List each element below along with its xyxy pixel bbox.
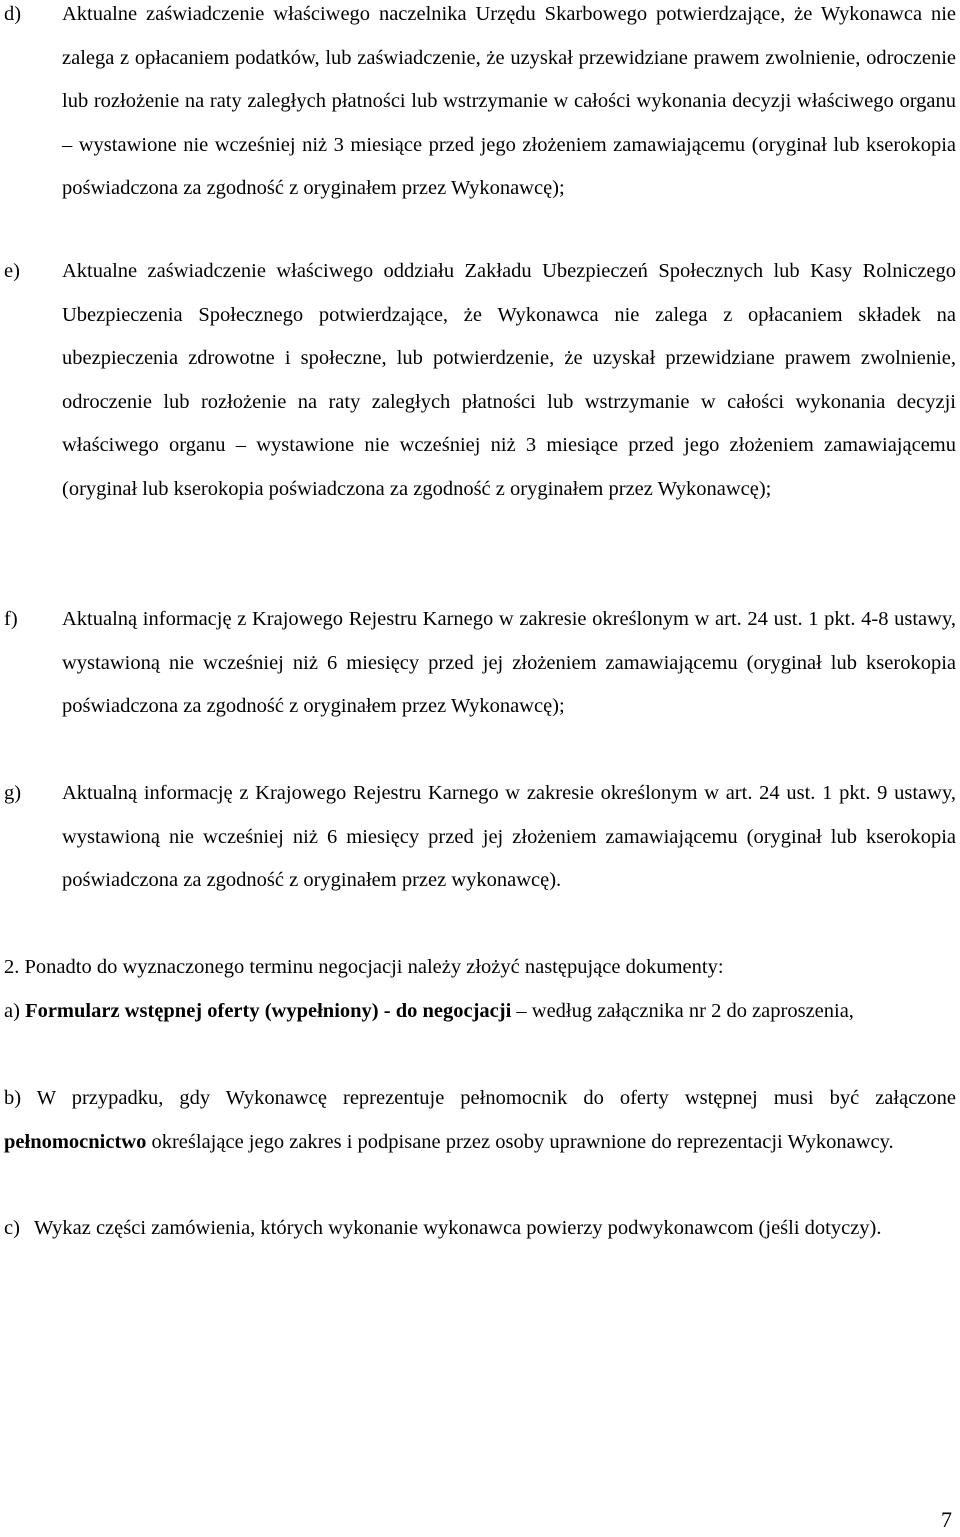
section-2-item-b: [4, 1077, 956, 1164]
section-2-heading: 2. Ponadto do wyznaczonego terminu negocjacji należy złożyć następujące dokumenty:: [4, 956, 724, 978]
item-a-bold: Formularz wstępnej oferty (wypełniony) - do negocjacji: [25, 1000, 512, 1022]
list-marker: e): [4, 260, 20, 282]
item-a-prefix: a): [4, 1000, 26, 1022]
item-c-text: Wykaz części zamówienia, których wykonanie wykonawca powierzy podwykonawcom (jeśli dotyczy).: [34, 1217, 882, 1239]
item-b-bold: pełnomocnictwo: [4, 1130, 147, 1153]
page-number: 7: [941, 1507, 952, 1532]
list-item-text: Aktualną informację z Krajowego Rejestru Karnego w zakresie określonym w art. 24 ust. 1 pkt. 9 ustawy, wystawioną nie wcześniej niż 6 miesięcy przed jej złożeniem zamawiającemu (oryginał lub kserokopia poświadczona za zgodność z oryginałem przez wykonawcę).: [62, 782, 956, 892]
list-marker: g): [4, 782, 22, 804]
list-item-text: Aktualne zaświadczenie właściwego naczelnika Urzędu Skarbowego potwierdzające, że Wykonawca nie zalega z opłacaniem podatków, lub zaświadczenie, że uzyskał przewidziane prawem zwolnienie, odroczenie lub rozłożenie na raty zaległych płatności lub wstrzymanie w całości wykonania decyzji właściwego organu – wystawione nie wcześniej niż 3 miesiące przed jego złożeniem zamawiającemu (oryginał lub kserokopia poświadczona za zgodność z oryginałem przez Wykonawcę);: [62, 3, 956, 200]
list-marker: d): [4, 3, 22, 25]
item-b-rest: określające jego zakres i podpisane przez osoby uprawnione do reprezentacji Wykonawcy.: [146, 1130, 894, 1153]
list-item-f: [4, 598, 956, 729]
list-item-text: Aktualne zaświadczenie właściwego oddziału Zakładu Ubezpieczeń Społecznych lub Kasy Rolniczego Ubezpieczenia Społecznego potwierdzające, że Wykonawca nie zalega z opłacaniem składek na ubezpieczenia zdrowotne i społeczne, lub potwierdzenie, że uzyskał przewidziane prawem zwolnienie, odroczenie lub rozłożenie na raty zaległych płatności lub wstrzymanie w całości wykonania decyzji właściwego organu – wystawione nie wcześniej niż 3 miesiące przed jego złożeniem zamawiającemu (oryginał lub kserokopia poświadczona za zgodność z oryginałem przez Wykonawcę);: [62, 260, 956, 500]
item-b-prefix: b) W przypadku, gdy Wykonawcę reprezentuje pełnomocnik do oferty wstępnej musi być załączone: [4, 1087, 956, 1109]
list-item-e: [4, 250, 956, 512]
list-marker: c): [4, 1217, 20, 1239]
section-2-item-a: [4, 990, 956, 1034]
list-marker: f): [4, 608, 18, 630]
list-item-text: Aktualną informację z Krajowego Rejestru Karnego w zakresie określonym w art. 24 ust. 1 pkt. 4-8 ustawy, wystawioną nie wcześniej niż 6 miesięcy przed jej złożeniem zamawiającemu (oryginał lub kserokopia poświadczona za zgodność z oryginałem przez Wykonawcę);: [62, 608, 956, 718]
section-2-item-c: [4, 1207, 956, 1251]
list-item-g: [4, 772, 956, 903]
list-item-d: [4, 0, 956, 211]
item-a-rest: – według załącznika nr 2 do zaproszenia,: [511, 1000, 854, 1022]
